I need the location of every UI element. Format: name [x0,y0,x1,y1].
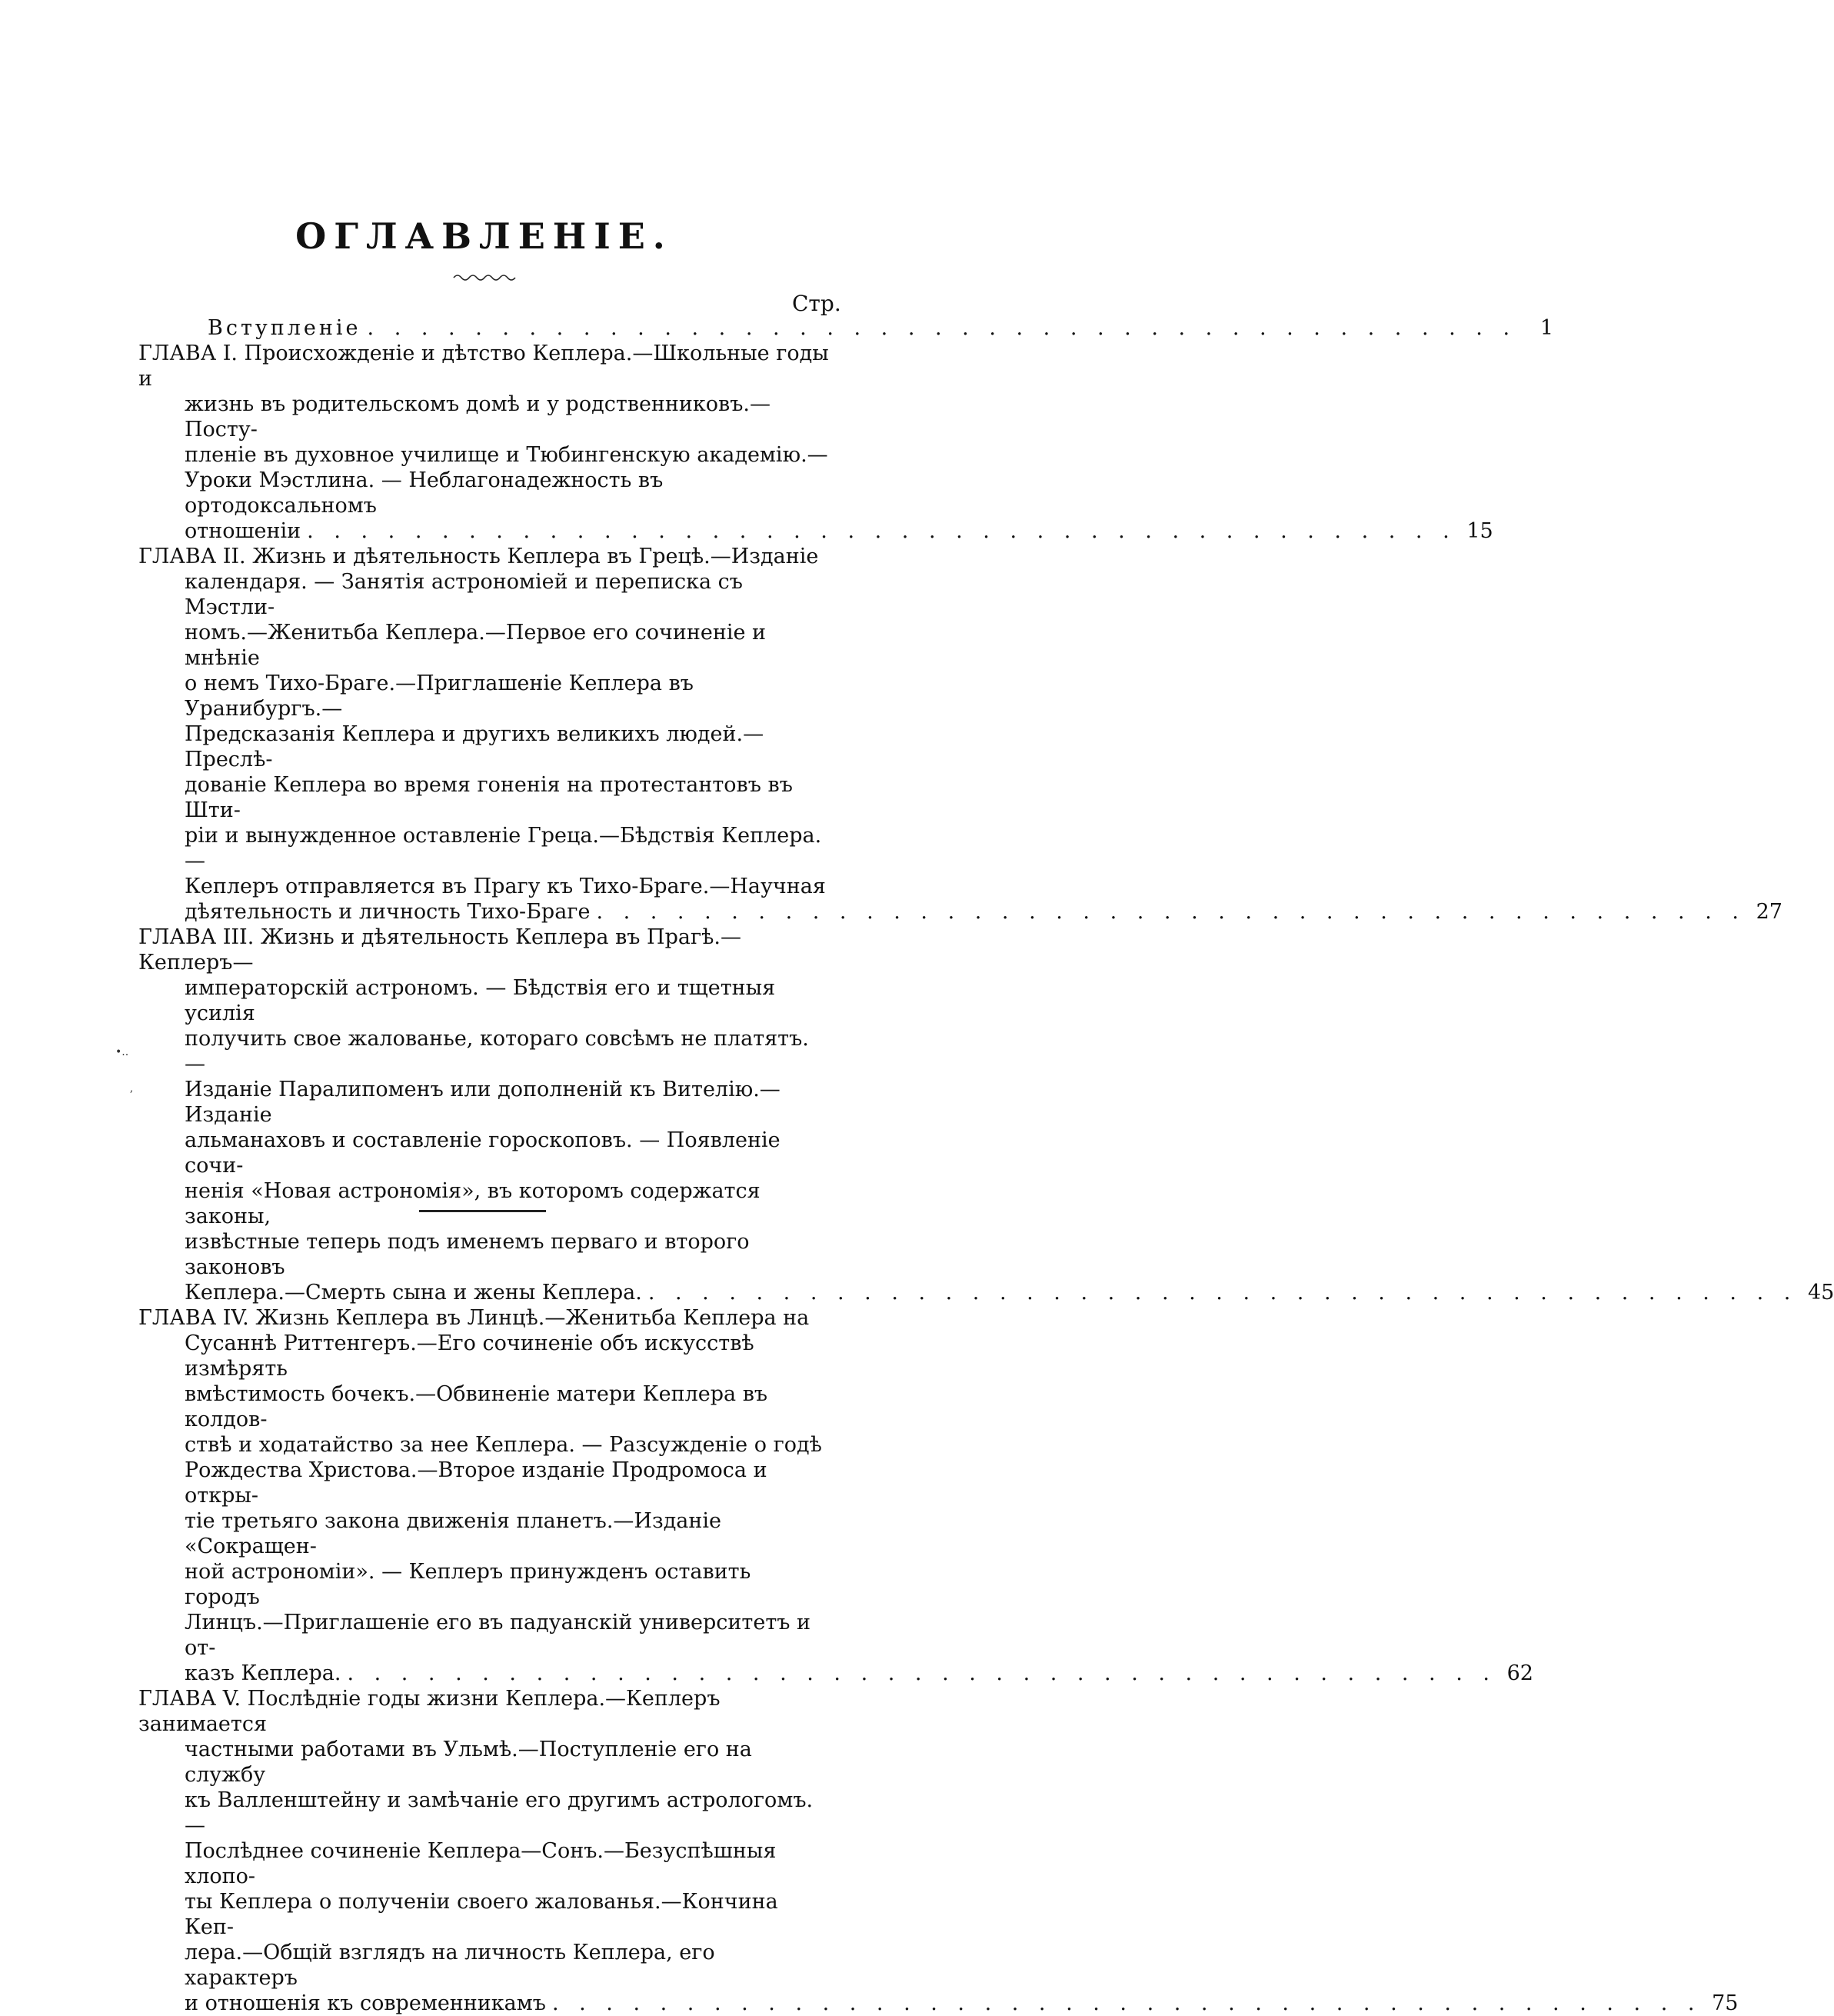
toc-last-line [138,1280,1834,1305]
toc-line: Послѣднее сочиненіе Кеплера—Сонъ.—Безуспѣшныя хлопо- [185,1839,777,1888]
title-ornament [452,272,521,283]
toc-line: жизнь въ родительскомъ домѣ и у родственниковъ.—Посту- [185,392,771,442]
toc-line: и отношенія къ современникамъ [185,1991,546,2015]
intro-page: 1 [1539,316,1554,340]
chapter-4-page: 62 [1506,1661,1533,1685]
toc-line: ты Кеплера о полученіи своего жалованья.—Кончина Кеп- [185,1890,778,1939]
toc-line: лера.—Общій взглядъ на личность Кеплера, его характеръ [185,1941,715,1990]
chapter-3-page: 45 [1807,1281,1834,1305]
toc-entry-chapter-3 [138,925,1834,1305]
toc-line: Уроки Мэстлина. — Неблагонадежность въ ортодоксальномъ [185,468,664,518]
leader-dots: . . . . . . . . . . . . . . . . . . . . . . . . . . . . . . . . . . . . . . . . . . . [647,1281,1798,1305]
table-of-contents [138,315,1834,2016]
toc-last-line [138,899,1782,925]
toc-line: пленіе въ духовное училище и Тюбингенскую академію.— [185,443,828,467]
leader-dots: . . . . . . . . . . . . . . . . . . . . . . . . . . . . . . . . . . . . . . . . . . . [367,316,1517,340]
toc-line: календаря. — Занятія астрономіей и переписка съ Мэстли- [185,570,743,619]
toc-entry-chapter-5 [138,1686,1739,2016]
toc-line: получить свое жалованье, котораго совсѣмъ не платятъ. — [185,1027,809,1076]
stray-mark: •.. [115,1046,129,1058]
toc-line: Сусаннѣ Риттенгеръ.—Его сочиненіе объ искусствѣ измѣрять [185,1331,754,1381]
toc-line: Кеплера.—Смерть сына и жены Кеплера. [185,1281,642,1305]
page-title: ОГЛАВЛЕНІЕ. [295,215,673,257]
toc-line: къ Валленштейну и замѣчаніе его другимъ астрологомъ. — [185,1788,814,1838]
toc-line: ной астрономіи». — Кеплеръ принужденъ оставить городъ [185,1560,751,1609]
toc-line: ГЛАВА I. Происхожденіе и дѣтство Кеплера.—Школьные годы и [138,342,829,391]
toc-line: Изданіе Паралипоменъ или дополненій къ Вителію.—Изданіе [185,1078,781,1127]
leader-dots: . . . . . . . . . . . . . . . . . . . . . . . . . . . . . . . . . . . . . . . . . . . [596,900,1746,924]
toc-entry-intro [138,315,1554,341]
toc-line: ріи и вынужденное оставленіе Греца.—Бѣдствія Кеплера.— [185,824,822,873]
leader-dots: . . . . . . . . . . . . . . . . . . . . . . . . . . . . . . . . . . . . . . . . . . . [307,519,1456,543]
page-column-header: Стр. [792,291,841,316]
toc-line: частными работами въ Ульмѣ.—Поступленіе его на службу [185,1738,752,1787]
toc-line: Кеплеръ отправляется въ Прагу къ Тихо-Браге.—Научная [185,875,826,898]
toc-line: ГЛАВА IV. Жизнь Кеплера въ Линцѣ.—Женитьба Кеплера на [138,1306,810,1330]
toc-line: альманаховъ и составленіе гороскоповъ. — Появленіе сочи- [185,1128,781,1178]
toc-entry-chapter-1 [138,341,1493,544]
leader-dots: . . . . . . . . . . . . . . . . . . . . . . . . . . . . . . . . . . . . . . . . . . . [347,1661,1496,1685]
toc-line: дѣятельность и личность Тихо-Браге [185,900,591,924]
toc-line: вмѣстимость бочекъ.—Обвиненіе матери Кеплера въ колдов- [185,1382,768,1431]
chapter-2-page: 27 [1756,900,1782,924]
toc-line: казъ Кеплера. [185,1661,341,1685]
chapter-5-page: 75 [1712,1991,1739,2015]
intro-label: Вступленіе [208,316,361,340]
toc-line: императорскій астрономъ. — Бѣдствія его и тщетныя усилія [185,976,776,1025]
toc-line: о немъ Тихо-Браге.—Приглашеніе Кеплера въ Уранибургъ.— [185,671,694,721]
stray-mark: ʼ [129,1089,133,1101]
toc-line: отношеніи [185,519,301,543]
toc-last-line [138,1991,1739,2016]
toc-entry-chapter-4 [138,1305,1533,1686]
toc-entry-chapter-2 [138,544,1782,925]
toc-line: ГЛАВА III. Жизнь и дѣятельность Кеплера въ Прагѣ.—Кеплеръ— [138,925,741,975]
toc-last-line [138,1661,1533,1686]
toc-last-line [138,518,1493,544]
toc-line: ненія «Новая астрономія», въ которомъ содержатся законы, [185,1179,761,1228]
toc-line: дованіе Кеплера во время гоненія на протестантовъ въ Шти- [185,773,793,822]
toc-line: Рождества Христова.—Второе изданіе Продромоса и откры- [185,1458,767,1508]
toc-line: Предсказанія Кеплера и другихъ великихъ людей.—Преслѣ- [185,722,764,771]
toc-line: Линцъ.—Приглашеніе его въ падуанскій университетъ и от- [185,1611,811,1660]
toc-line: ГЛАВА II. Жизнь и дѣятельность Кеплера въ Грецѣ.—Изданіе [138,545,819,568]
leader-dots: . . . . . . . . . . . . . . . . . . . . . . . . . . . . . . . . . . . . . . . . . . . [551,1991,1702,2015]
toc-line: номъ.—Женитьба Кеплера.—Первое его сочиненіе и мнѣніе [185,621,767,670]
toc-line: ствѣ и ходатайство за нее Кеплера. — Разсужденіе о годѣ [185,1433,822,1457]
toc-line: извѣстные теперь подъ именемъ перваго и второго законовъ [185,1230,750,1279]
toc-line: тіе третьяго закона движенія планетъ.—Изданіе «Сокращен- [185,1509,722,1558]
closing-rule [419,1210,546,1212]
toc-line: ГЛАВА V. Послѣдніе годы жизни Кеплера.—Кеплеръ занимается [138,1687,721,1736]
chapter-1-page: 15 [1466,519,1493,543]
